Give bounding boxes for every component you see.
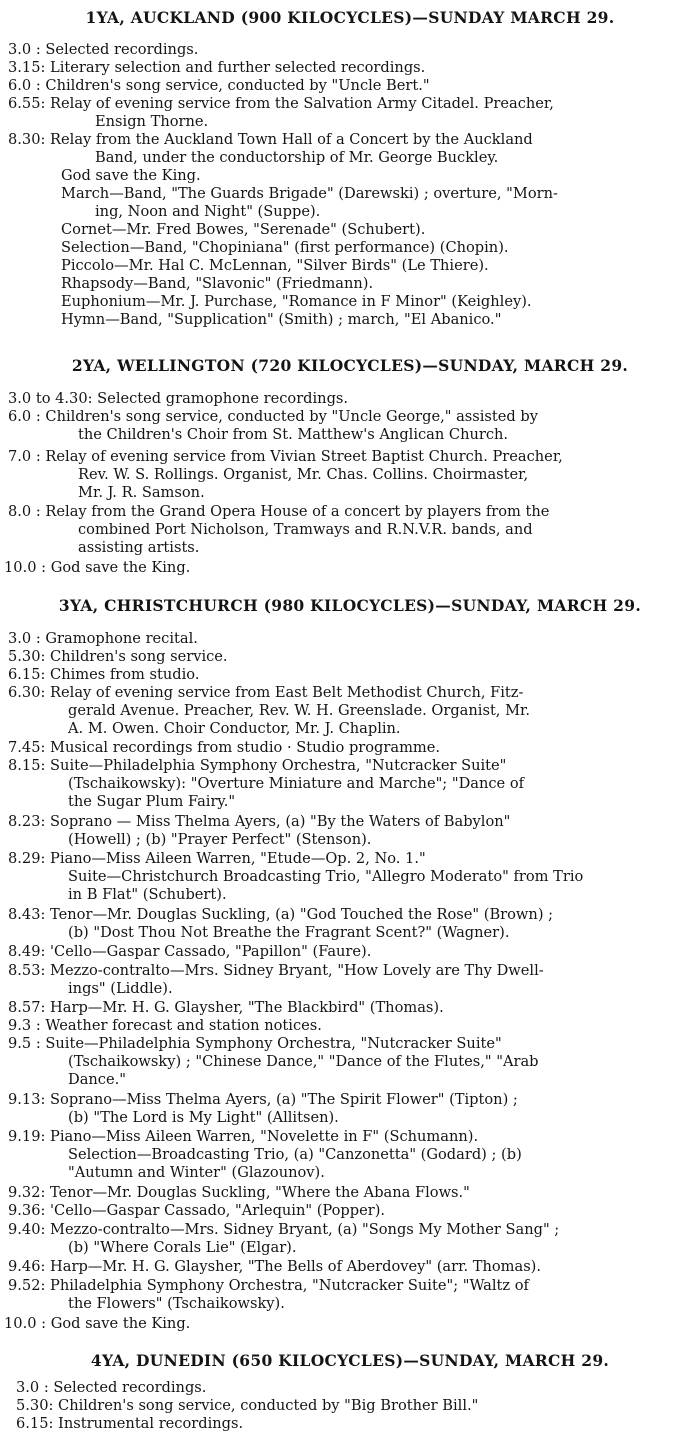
program-line: Band, under the conductorship of Mr. George Buckley. <box>95 149 499 166</box>
program-line: 9.52: Philadelphia Symphony Orchestra, "Nutcracker Suite"; "Waltz of <box>8 1277 529 1294</box>
program-line: gerald Avenue. Preacher, Rev. W. H. Greenslade. Organist, Mr. <box>68 702 531 719</box>
program-line: 7.0 : Relay of evening service from Vivian Street Baptist Church. Preacher, <box>8 448 563 465</box>
program-line: Piccolo—Mr. Hal C. McLennan, "Silver Birds" (Le Thiere). <box>61 257 489 274</box>
program-line: (b) "The Lord is My Light" (Allitsen). <box>68 1109 339 1126</box>
station-heading-2ya: 2YA, WELLINGTON (720 KILOCYCLES)—SUNDAY, MARCH 29. <box>71 356 629 375</box>
program-line: 8.0 : Relay from the Grand Opera House of a concert by players from the <box>8 503 550 520</box>
program-line: 8.53: Mezzo-contralto—Mrs. Sidney Bryant, "How Lovely are Thy Dwell- <box>8 962 544 979</box>
program-line: 3.15: Literary selection and further selected recordings. <box>8 59 426 76</box>
program-line: the Children's Choir from St. Matthew's Anglican Church. <box>78 426 509 443</box>
program-line: Dance." <box>68 1071 126 1088</box>
program-line: 8.49: 'Cello—Gaspar Cassado, "Papillon" (Faure). <box>8 943 372 960</box>
program-line: (Howell) ; (b) "Prayer Perfect" (Stenson). <box>68 831 372 848</box>
program-line: Selection—Band, "Chopiniana" (first performance) (Chopin). <box>61 239 509 256</box>
program-line: assisting artists. <box>78 539 200 556</box>
program-line: 9.19: Piano—Miss Aileen Warren, "Novelette in F" (Schumann). <box>8 1128 479 1145</box>
program-line: 8.43: Tenor—Mr. Douglas Suckling, (a) "God Touched the Rose" (Brown) ; <box>8 906 554 923</box>
program-line: A. M. Owen. Choir Conductor, Mr. J. Chaplin. <box>68 720 401 737</box>
program-line: 6.15: Instrumental recordings. <box>16 1415 244 1432</box>
program-line: the Flowers" (Tschaikowsky). <box>68 1295 285 1312</box>
program-line: 9.40: Mezzo-contralto—Mrs. Sidney Bryant, (a) "Songs My Mother Sang" ; <box>8 1221 560 1238</box>
program-line: in B Flat" (Schubert). <box>68 886 227 903</box>
program-line: (b) "Where Corals Lie" (Elgar). <box>68 1239 297 1256</box>
program-line: 10.0 : God save the King. <box>4 1315 191 1332</box>
program-line: ings" (Liddle). <box>68 980 173 997</box>
program-line: 5.30: Children's song service, conducted by "Big Brother Bill." <box>16 1397 479 1414</box>
program-line: 7.45: Musical recordings from studio · Studio programme. <box>8 739 441 756</box>
program-line: ing, Noon and Night" (Suppe). <box>95 203 321 220</box>
station-heading-3ya: 3YA, CHRISTCHURCH (980 KILOCYCLES)—SUNDAY, MARCH 29. <box>58 596 642 615</box>
program-line: March—Band, "The Guards Brigade" (Darewski) ; overture, "Morn- <box>61 185 558 202</box>
program-line: Rhapsody—Band, "Slavonic" (Friedmann). <box>61 275 374 292</box>
program-line: 8.30: Relay from the Auckland Town Hall of a Concert by the Auckland <box>8 131 533 148</box>
program-line: 8.29: Piano—Miss Aileen Warren, "Etude—Op. 2, No. 1." <box>8 850 426 867</box>
program-line: Ensign Thorne. <box>95 113 209 130</box>
program-line: (Tschaikowsky): "Overture Miniature and Marche"; "Dance of <box>68 775 525 792</box>
program-line: 3.0 to 4.30: Selected gramophone recordings. <box>8 390 349 407</box>
program-line: 3.0 : Gramophone recital. <box>8 630 198 647</box>
program-line: 9.32: Tenor—Mr. Douglas Suckling, "Where the Abana Flows." <box>8 1184 470 1201</box>
program-line: 3.0 : Selected recordings. <box>16 1379 207 1396</box>
program-line: Rev. W. S. Rollings. Organist, Mr. Chas. Collins. Choirmaster, <box>78 466 529 483</box>
program-line: 8.57: Harp—Mr. H. G. Glaysher, "The Blackbird" (Thomas). <box>8 999 444 1016</box>
program-line: 5.30: Children's song service. <box>8 648 228 665</box>
program-line: Selection—Broadcasting Trio, (a) "Canzonetta" (Godard) ; (b) <box>68 1146 522 1163</box>
program-line: Cornet—Mr. Fred Bowes, "Serenade" (Schubert). <box>61 221 426 238</box>
program-line: the Sugar Plum Fairy." <box>68 793 236 810</box>
program-line: 6.30: Relay of evening service from East Belt Methodist Church, Fitz- <box>8 684 524 701</box>
program-line: 8.15: Suite—Philadelphia Symphony Orchestra, "Nutcracker Suite" <box>8 757 507 774</box>
program-line: (b) "Dost Thou Not Breathe the Fragrant Scent?" (Wagner). <box>68 924 510 941</box>
program-line: Suite—Christchurch Broadcasting Trio, "Allegro Moderato" from Trio <box>68 868 584 885</box>
program-line: 6.15: Chimes from studio. <box>8 666 200 683</box>
program-line: 6.0 : Children's song service, conducted by "Uncle Bert." <box>8 77 430 94</box>
program-line: 9.46: Harp—Mr. H. G. Glaysher, "The Bells of Aberdovey" (arr. Thomas). <box>8 1258 542 1275</box>
program-line: "Autumn and Winter" (Glazounov). <box>68 1164 325 1181</box>
station-heading-1ya: 1YA, AUCKLAND (900 KILOCYCLES)—SUNDAY MARCH 29. <box>85 8 615 27</box>
program-line: God save the King. <box>61 167 201 184</box>
program-line: 8.23: Soprano — Miss Thelma Ayers, (a) "By the Waters of Babylon" <box>8 813 511 830</box>
station-heading-4ya: 4YA, DUNEDIN (650 KILOCYCLES)—SUNDAY, MARCH 29. <box>90 1351 610 1370</box>
program-line: Mr. J. R. Samson. <box>78 484 205 501</box>
program-line: 9.5 : Suite—Philadelphia Symphony Orchestra, "Nutcracker Suite" <box>8 1035 502 1052</box>
program-line: 9.36: 'Cello—Gaspar Cassado, "Arlequin" (Popper). <box>8 1202 386 1219</box>
program-line: (Tschaikowsky) ; "Chinese Dance," "Dance of the Flutes," "Arab <box>68 1053 539 1070</box>
program-line: Hymn—Band, "Supplication" (Smith) ; march, "El Abanico." <box>61 311 502 328</box>
program-line: Euphonium—Mr. J. Purchase, "Romance in F Minor" (Keighley). <box>61 293 532 310</box>
program-line: 3.0 : Selected recordings. <box>8 41 199 58</box>
program-line: combined Port Nicholson, Tramways and R.N.V.R. bands, and <box>78 521 533 538</box>
program-line: 6.55: Relay of evening service from the Salvation Army Citadel. Preacher, <box>8 95 554 112</box>
program-line: 10.0 : God save the King. <box>4 559 191 576</box>
program-line: 9.13: Soprano—Miss Thelma Ayers, (a) "The Spirit Flower" (Tipton) ; <box>8 1091 518 1108</box>
program-line: 6.0 : Children's song service, conducted by "Uncle George," assisted by <box>8 408 538 425</box>
program-line: 9.3 : Weather forecast and station notices. <box>8 1017 322 1034</box>
